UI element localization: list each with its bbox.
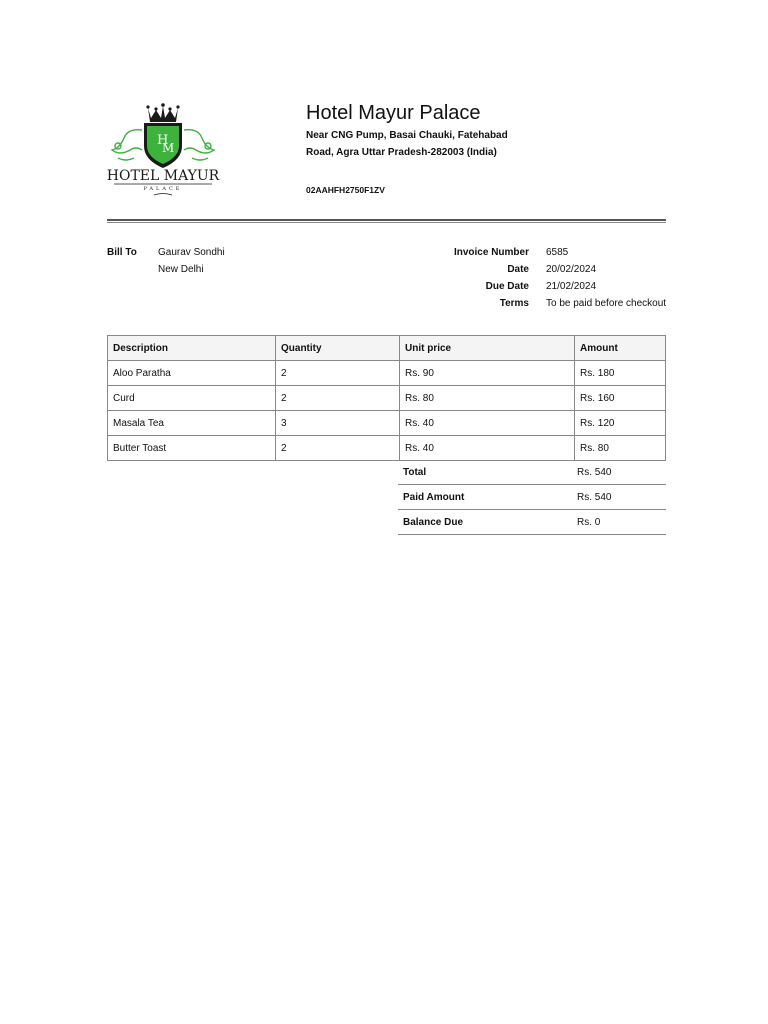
header-divider-thin [107,222,666,223]
date-label: Date [507,264,529,275]
totals-table [398,460,666,535]
hotel-logo [104,100,222,200]
item-description: Masala Tea [108,411,276,436]
balance-due-row [398,510,666,535]
item-amount: Rs. 80 [575,436,666,461]
item-description: Curd [108,386,276,411]
item-unit-price: Rs. 90 [400,361,575,386]
item-unit-price: Rs. 40 [400,411,575,436]
item-quantity: 2 [276,386,400,411]
table-row [108,361,666,386]
paid-amount-label: Paid Amount [398,485,572,510]
table-row [108,436,666,461]
item-quantity: 2 [276,361,400,386]
terms-value: To be paid before checkout [546,298,667,309]
item-amount: Rs. 180 [575,361,666,386]
item-unit-price: Rs. 40 [400,436,575,461]
balance-due-value: Rs. 0 [572,510,666,535]
invoice-number-label: Invoice Number [453,247,529,258]
table-header-row [108,336,666,361]
bill-to-label: Bill To [107,247,137,258]
svg-text:M: M [162,141,175,155]
address-line-1: Near CNG Pump, Basai Chauki, Fatehabad [306,130,508,141]
item-quantity: 2 [276,436,400,461]
svg-text:PALACE: PALACE [143,186,183,192]
bill-to-city: New Delhi [158,264,204,275]
item-unit-price: Rs. 80 [400,386,575,411]
due-date: 21/02/2024 [546,281,597,292]
hotel-name: Hotel Mayur Palace [306,102,481,124]
svg-text:HOTEL MAYUR: HOTEL MAYUR [106,168,220,184]
terms-label: Terms [499,298,529,309]
total-value: Rs. 540 [572,460,666,485]
item-amount: Rs. 120 [575,411,666,436]
invoice-date: 20/02/2024 [546,264,597,275]
gstin-number: 02AAHFH2750F1ZV [306,185,385,195]
svg-text:H: H [157,133,169,148]
item-amount: Rs. 160 [575,386,666,411]
column-header-amount: Amount [575,336,666,361]
item-quantity: 3 [276,411,400,436]
column-header-description: Description [108,336,276,361]
table-row [108,411,666,436]
item-description: Aloo Paratha [108,361,276,386]
table-row [108,386,666,411]
paid-amount-value: Rs. 540 [572,485,666,510]
item-description: Butter Toast [108,436,276,461]
balance-due-label: Balance Due [398,510,572,535]
bill-to-name: Gaurav Sondhi [158,247,225,258]
invoice-number: 6585 [546,247,569,258]
header-divider [107,219,666,221]
column-header-unit-price: Unit price [400,336,575,361]
due-date-label: Due Date [485,281,529,292]
address-line-2: Road, Agra Uttar Pradesh-282003 (India) [306,147,497,158]
total-row [398,460,666,485]
total-label: Total [398,460,572,485]
items-table [107,335,666,461]
paid-amount-row [398,485,666,510]
crown-icon [146,103,179,122]
column-header-quantity: Quantity [276,336,400,361]
